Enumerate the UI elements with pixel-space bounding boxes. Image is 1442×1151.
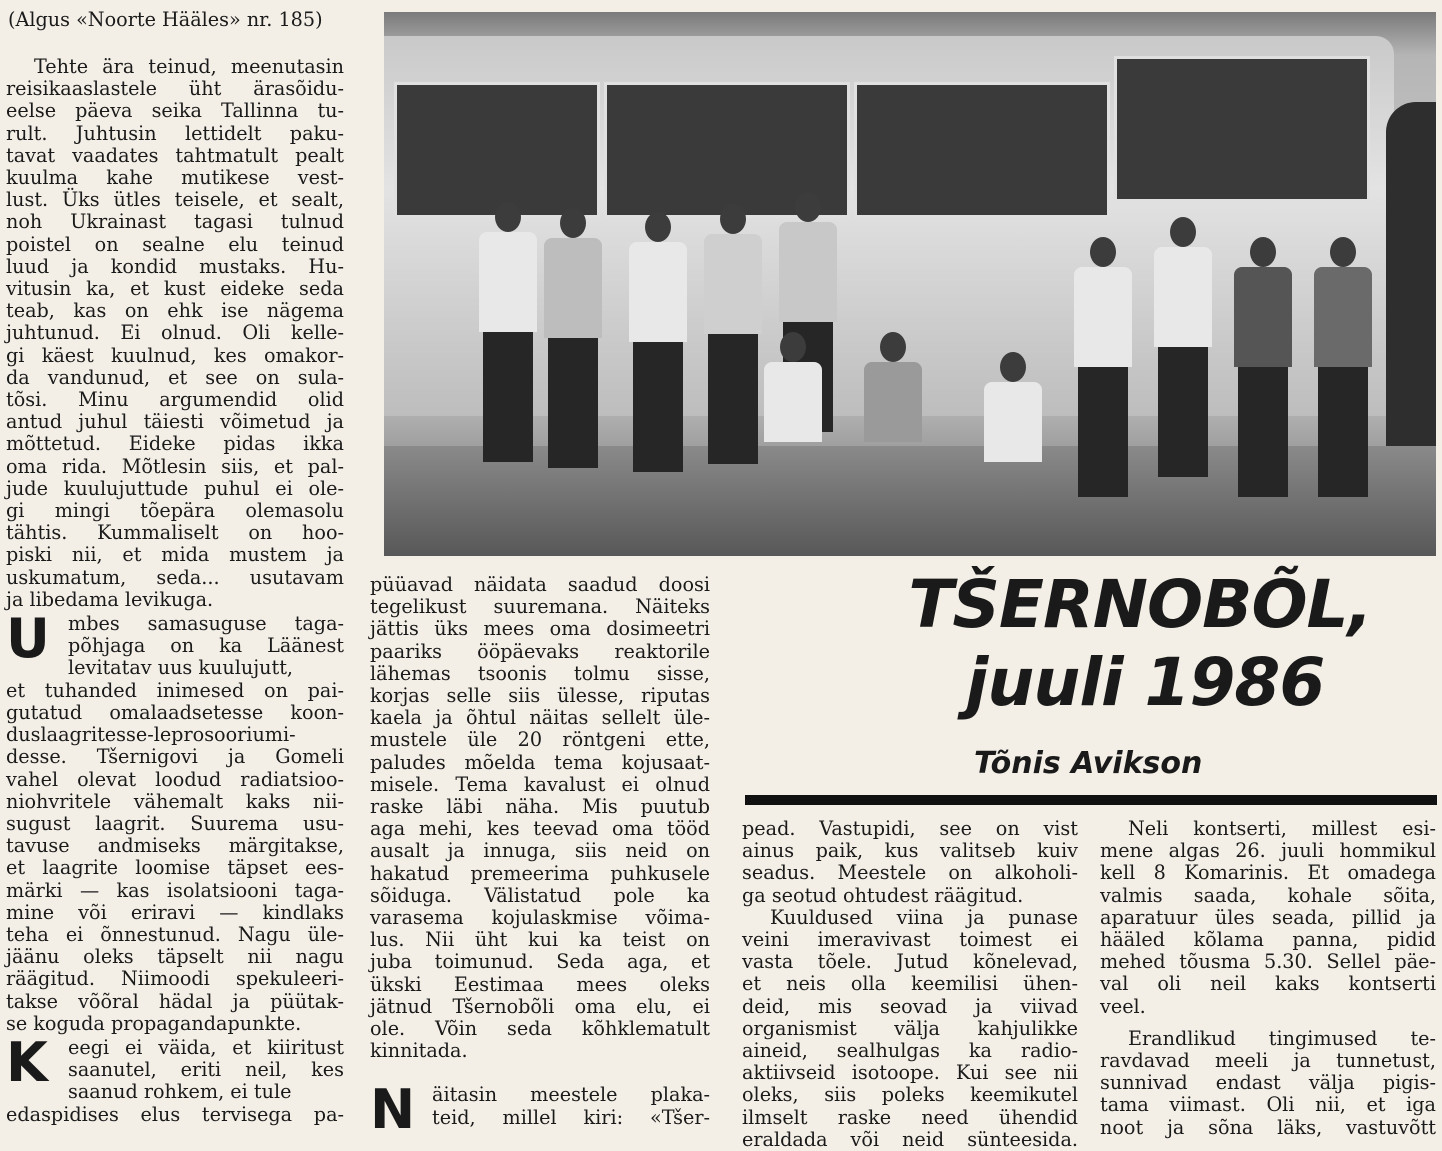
text-line: püüavad näidata saadud doosi (370, 573, 710, 596)
text-line: tavat vaadates tahtmatult pealt (6, 143, 344, 167)
text-line: jättis üks mees oma dosimeetri (370, 617, 710, 641)
text-line: jätnud Tšernobõli oma elu, ei (370, 994, 710, 1018)
paragraph (1100, 1028, 1436, 1139)
text-line: vahel olevat loodud radiatsioo- (6, 767, 344, 791)
text-line: Tehte ära teinud, meenutasin (34, 55, 344, 78)
column-4 (1100, 818, 1436, 1139)
text-line: organismist välja kahjulikke (742, 1016, 1078, 1040)
text-line: aparatuur üles seada, pillid ja (1100, 905, 1436, 929)
text-line: eelse päeva seika Tallinna tu- (6, 99, 344, 123)
source-line: (Algus «Noorte Hääles» nr. 185) (8, 8, 323, 31)
title-line-1: TŠERNOBÕL, (908, 566, 1372, 643)
text-line: valmis saada, kohale sõita, (1100, 883, 1436, 907)
author-byline: Tõnis Avikson (974, 746, 1203, 781)
article-title (840, 566, 1440, 722)
text-line: ole. Võin seda kõhklematult (370, 1017, 710, 1041)
text-line: et neis olla keemilisi ühen- (742, 972, 1078, 996)
text-line: takse võõral hädal ja püütak- (6, 989, 344, 1013)
text-line: se koguda propagandapunkte. (6, 1011, 302, 1035)
text-line: märki — kas isolatsiooni taga- (6, 878, 344, 902)
text-line: räägitud. Niimoodi spekuleeri- (6, 967, 344, 991)
text-line: kaela ja õhtul näitas sellelt üle- (370, 706, 710, 730)
text-line: gi mingi tõepära olemasolu (6, 499, 344, 523)
text-line: gutatud omalaadsetesse koon- (6, 700, 344, 724)
text-line: oleks, siis poleks keemikutel (742, 1083, 1078, 1107)
text-line: tõsi. Minu argumendid olid (6, 388, 344, 412)
text-line: luud ja kondid mustaks. Hu- (6, 254, 344, 278)
text-line: edaspidises elus tervisega pa- (6, 1102, 344, 1126)
text-line: teab, kas on ehk ise nägema (6, 299, 344, 323)
text-line: noh Ukrainast tagasi tulnud (6, 210, 344, 234)
text-line: eegi ei väida, et kiiritust (68, 1035, 344, 1059)
text-line: juhtunud. Ei olnud. Oli kelle- (6, 321, 344, 345)
text-line: poistel on sealne elu teinud (6, 232, 344, 256)
paragraph (742, 818, 1078, 907)
text-line: aineid, sealhulgas ka radio- (742, 1039, 1078, 1063)
text-line: lähemas tsoonis tolmu sisse, (370, 661, 710, 685)
title-line-2: juuli 1986 (965, 644, 1325, 721)
title-rule (745, 795, 1437, 805)
paragraph (1100, 818, 1436, 1018)
text-line: deid, mis seovad ja viivad (742, 994, 1078, 1018)
paragraph-dropcap (370, 1078, 710, 1142)
text-line: sugust laagrit. Suurema usu- (6, 811, 344, 835)
text-line: ga seotud ohtudest räägitud. (742, 883, 1024, 907)
text-line: veini imeravivast toimest ei (742, 928, 1078, 952)
text-line: saanud rohkem, ei tule (68, 1080, 292, 1104)
text-line: gi käest kuulnud, kes omakor- (6, 343, 344, 367)
text-line: uskumatum, seda... usutavam (6, 565, 344, 589)
text-line: teid, millel kiri: «Tšer- (432, 1105, 710, 1129)
text-line: piski nii, et mida mustem ja (6, 543, 344, 567)
column-2 (370, 573, 710, 1142)
paragraph (742, 907, 1078, 1151)
text-line: tavuse andmiseks märgitakse, (6, 834, 344, 858)
text-line: lust. Üks ütles teisele, et sealt, (6, 188, 344, 212)
text-line: sunnivad endast välja pigis- (1100, 1071, 1436, 1095)
text-line: misele. Tema kavalust ei olnud (370, 772, 710, 796)
text-line: paludes mõelda tema kojusaat- (370, 750, 710, 774)
text-line: ilmselt raske need ühendid (742, 1105, 1078, 1129)
text-line: eraldada või neid sünteesida. (742, 1127, 1078, 1151)
text-line: hakatud premeerima puhkusele (370, 861, 710, 885)
text-line: kinnitada. (370, 1039, 468, 1063)
text-line: reisikaaslastele üht ärasõidu- (6, 77, 344, 101)
text-line: noot ja sõna läks, vastuvõtt (1100, 1115, 1436, 1139)
text-line: antud juhul täiesti võimetud ja (6, 410, 344, 434)
text-line: saanutel, eriti neil, kes (68, 1058, 344, 1082)
text-line: pead. Vastupidi, see on vist (742, 817, 1078, 840)
group-photo (384, 12, 1436, 556)
paragraph-dropcap (6, 607, 344, 1035)
drop-cap: K (6, 1030, 48, 1094)
text-line: Neli kontserti, millest esi- (1128, 817, 1436, 840)
text-line: ainus paik, kus valitseb kuiv (742, 839, 1078, 863)
text-line: jäänu oleks täpselt nii nagu (6, 945, 344, 969)
text-line: rult. Juhtusin lettidelt paku- (6, 121, 344, 145)
text-line: sõiduga. Välistatud pole ka (370, 883, 710, 907)
text-line: paariks ööpäevaks reaktorile (370, 639, 710, 663)
text-line: mõttetud. Eideke pidas ikka (6, 432, 344, 456)
text-line: ja libedama levikuga. (6, 587, 214, 611)
text-line: varasema kojulaskmise võima- (370, 906, 710, 930)
text-line: levitatav uus kuulujutt, (68, 656, 294, 680)
text-line: korjas selle siis ülesse, riputas (370, 684, 710, 708)
text-line: tama viimast. Oli nii, et iga (1100, 1093, 1436, 1117)
text-line: äitasin meestele plaka- (432, 1083, 710, 1107)
paragraph (370, 574, 710, 1062)
text-line: hääled kõlama panna, pidid (1100, 928, 1436, 952)
drop-cap: U (6, 607, 50, 671)
text-line: mustele üle 20 röntgeni ette, (370, 728, 710, 752)
text-line: kell 8 Komarinis. Et omadega (1100, 861, 1436, 885)
text-line: tähtis. Kummaliselt on hoo- (6, 521, 344, 545)
text-line: ausalt ja innuga, siis neid on (370, 839, 710, 863)
text-line: tegelikust suuremana. Näiteks (370, 595, 710, 619)
text-line: kuulma kahe mutikese vest- (6, 166, 344, 190)
text-line: raske läbi näha. Mis puutub (370, 795, 710, 819)
text-line: Erandlikud tingimused te- (1128, 1026, 1436, 1050)
text-line: duslaagritesse-leprosooriumi- (6, 723, 296, 747)
text-line: aktiivseid isotoope. Kui see nii (742, 1061, 1078, 1085)
text-line: et tuhanded inimesed on pai- (6, 678, 344, 702)
text-line: seadus. Meestele on alkoholi- (742, 861, 1078, 885)
text-line: lus. Nii üht kui ka teist on (370, 928, 710, 952)
text-line: ükski Eestimaa mees oleks (370, 972, 710, 996)
text-line: val oli neil kaks kontserti (1100, 972, 1436, 996)
text-line: Kuuldused viina ja punase (770, 905, 1078, 929)
text-line: oma rida. Mõtlesin siis, et pal- (6, 454, 344, 478)
text-line: jude kuulujuttude puhul ei ole- (6, 476, 344, 500)
text-line: ravdavad meeli ja tunnetust, (1100, 1049, 1436, 1073)
paragraph-dropcap (6, 1030, 344, 1126)
text-line: mene algas 26. juuli hommikul (1100, 839, 1436, 863)
text-line: desse. Tšernigovi ja Gomeli (6, 745, 344, 769)
paragraph (6, 56, 344, 611)
text-line: juba toimunud. Seda aga, et (370, 950, 710, 974)
text-line: vasta tõele. Jutud kõnelevad, (742, 950, 1078, 974)
text-line: mehed tõusma 5.30. Sellel päe- (1100, 950, 1436, 974)
text-line: et laagrite loomise täpset ees- (6, 856, 344, 880)
column-1 (6, 56, 344, 1126)
text-line: teha ei õnnestunud. Nagu üle- (6, 922, 344, 946)
column-3 (742, 818, 1078, 1151)
text-line: mbes samasuguse taga- (68, 612, 344, 636)
text-line: niohvritele vähemalt kaks nii- (6, 789, 344, 813)
text-line: vitusin ka, et kust eideke seda (6, 277, 344, 301)
drop-cap: N (370, 1078, 416, 1142)
text-line: aga mehi, kes teevad oma tööd (370, 817, 710, 841)
text-line: veel. (1100, 994, 1146, 1018)
text-line: põhjaga on ka Läänest (68, 634, 344, 658)
text-line: da vandunud, et see on sula- (6, 365, 344, 389)
text-line: mine või eriravi — kindlaks (6, 900, 344, 924)
